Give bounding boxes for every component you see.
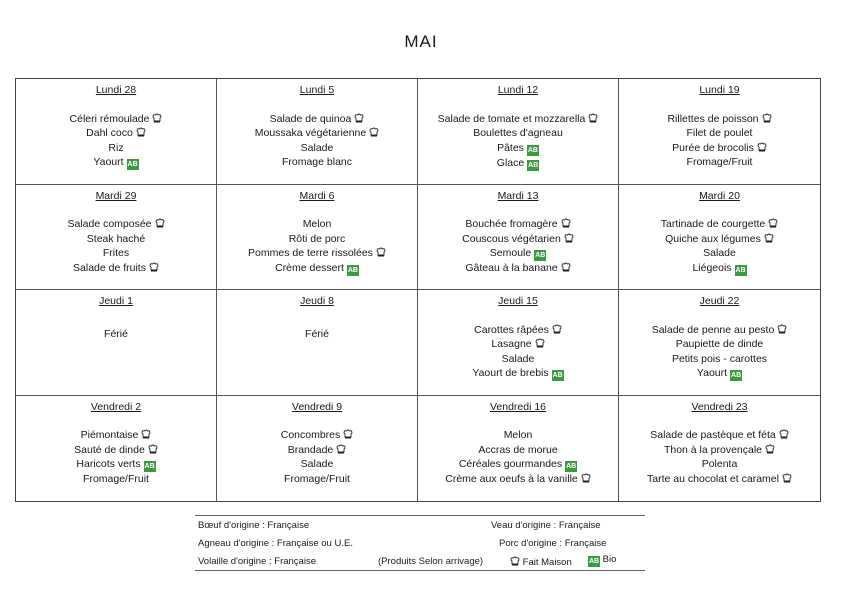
- day-label: Mardi 13: [497, 189, 539, 202]
- dish-name: Gâteau à la banane: [465, 262, 558, 274]
- dish-name: Salade: [501, 352, 535, 365]
- dish-item: [217, 112, 417, 127]
- dish-name: Melon: [302, 218, 332, 230]
- chef-hat-icon: [535, 338, 545, 348]
- dish-name: Bouchée fromagère: [465, 218, 558, 230]
- day-label: Lundi 12: [497, 84, 539, 96]
- dish-item: [619, 352, 820, 367]
- ab-bio-logo: AB: [566, 463, 577, 470]
- dish-item: [16, 261, 216, 276]
- dish-name: Brandade: [287, 443, 334, 456]
- menu-grid: [15, 78, 821, 502]
- day-cell: [418, 79, 619, 185]
- dish-item: [16, 472, 216, 487]
- holiday-label: Férié: [104, 327, 128, 340]
- dish-item: [418, 443, 618, 458]
- chef-hat-icon: [354, 113, 364, 123]
- day-label: Vendredi 16: [489, 400, 547, 413]
- dish-item: [418, 126, 618, 141]
- chef-hat-icon: [757, 142, 767, 152]
- dish-name: Rôti de porc: [288, 232, 346, 245]
- day-label: Mardi 29: [95, 189, 137, 202]
- legend-porc: Porc d'origine : Française: [499, 538, 607, 549]
- dish-item: [16, 126, 216, 141]
- day-label: Vendredi 2: [90, 400, 142, 413]
- day-label: Jeudi 22: [699, 295, 740, 307]
- dish-name: Yaourt: [696, 367, 728, 379]
- chef-hat-icon: [343, 429, 353, 439]
- chef-hat-icon: [336, 444, 346, 454]
- day-cell: [217, 185, 418, 291]
- dish-name: Piémontaise: [80, 429, 139, 441]
- dish-item: [619, 155, 820, 170]
- dish-name: Céréales gourmandes: [458, 458, 563, 470]
- dish-item: [619, 457, 820, 472]
- dish-name: Tartinade de courgette: [660, 218, 766, 230]
- dish-name: Fromage/Fruit: [83, 473, 149, 485]
- dish-name: Salade de tomate et mozzarella: [437, 112, 586, 125]
- dish-name: Liégeois: [692, 261, 732, 274]
- dish-name: Crème dessert: [275, 261, 344, 274]
- day-cell: [16, 185, 217, 291]
- ab-bio-logo: AB: [347, 266, 358, 274]
- dish-name: Crème aux oeufs à la vanille: [445, 473, 578, 485]
- dish-name: Polenta: [701, 458, 738, 470]
- dish-name: Thon à la provençale: [663, 443, 763, 456]
- dish-item: [217, 246, 417, 261]
- dish-name: Pommes de terre rissolées: [248, 247, 373, 259]
- dish-item: [619, 246, 820, 261]
- ab-bio-logo: AB: [552, 372, 563, 379]
- dish-name: Boulettes d'agneau: [473, 127, 563, 139]
- day-label: Jeudi 1: [99, 295, 133, 307]
- chef-hat-icon: [561, 262, 571, 272]
- dish-item: [418, 337, 618, 352]
- dish-item: [217, 126, 417, 141]
- day-label: Mardi 6: [299, 189, 335, 202]
- day-cell: [619, 290, 820, 396]
- dish-item: [418, 457, 618, 472]
- day-label: Mardi 20: [699, 189, 740, 202]
- dish-name: Céleri rémoulade: [69, 112, 150, 125]
- dish-item: [418, 217, 618, 232]
- dish-name: Riz: [108, 141, 124, 154]
- dish-name: Purée de brocolis: [672, 141, 754, 154]
- dish-item: [418, 428, 618, 443]
- dish-item: [619, 337, 820, 352]
- dish-name: Salade composée: [67, 218, 152, 230]
- chef-hat-icon: [581, 473, 591, 483]
- dish-name: Melon: [503, 429, 533, 441]
- dish-item: [619, 472, 820, 487]
- dish-item: [619, 112, 820, 127]
- dish-name: Yaourt: [93, 156, 124, 168]
- dish-name: Salade de penne au pesto: [651, 323, 775, 336]
- dish-name: Filet de poulet: [686, 127, 753, 139]
- day-cell: [16, 79, 217, 185]
- dish-item: [418, 261, 618, 276]
- dish-name: Salade: [300, 458, 334, 470]
- dish-item: [418, 246, 618, 261]
- day-label: Vendredi 23: [691, 400, 748, 413]
- day-cell: [619, 79, 820, 185]
- dish-item: [619, 261, 820, 276]
- dish-item: [619, 141, 820, 156]
- day-cell: [217, 396, 418, 502]
- dish-name: Yaourt de brebis: [472, 367, 549, 379]
- legend-agneau: Agneau d'origine : Française ou U.E.: [198, 538, 353, 549]
- dish-name: Sauté de dinde: [74, 443, 145, 456]
- dish-item: [619, 126, 820, 141]
- dish-name: Frites: [102, 247, 130, 259]
- dish-item: [418, 323, 618, 338]
- chef-hat-icon: [777, 324, 787, 334]
- ab-bio-logo: AB: [144, 463, 155, 470]
- chef-hat-icon: [764, 233, 774, 243]
- dish-name: Pâtes: [497, 141, 524, 154]
- legend-volaille: Volaille d'origine : Française: [198, 556, 316, 567]
- chef-hat-icon: [136, 127, 146, 137]
- day-cell: [418, 290, 619, 396]
- dish-item: [217, 232, 417, 247]
- dish-item: [418, 156, 618, 171]
- dish-item: [217, 155, 417, 170]
- dish-item: [16, 217, 216, 232]
- chef-hat-icon: [155, 218, 165, 228]
- dish-name: Rillettes de poisson: [667, 112, 759, 125]
- dish-item: [16, 112, 216, 127]
- ab-bio-logo: AB: [535, 252, 546, 259]
- dish-item: [418, 141, 618, 156]
- dish-name: Fromage blanc: [281, 156, 353, 168]
- legend-produits: (Produits Selon arrivage): [378, 556, 484, 567]
- dish-item: [16, 232, 216, 247]
- dish-name: Tarte au chocolat et caramel: [647, 472, 779, 485]
- dish-item: [217, 141, 417, 156]
- chef-hat-icon: [768, 218, 778, 228]
- dish-name: Moussaka végétarienne: [254, 127, 367, 139]
- legend-fait-maison: [507, 556, 572, 568]
- dish-item: [619, 232, 820, 247]
- dish-name: Fromage/Fruit: [686, 156, 753, 168]
- ab-bio-logo: AB: [735, 266, 746, 274]
- dish-item: [619, 428, 820, 443]
- chef-hat-icon: [779, 429, 789, 439]
- ab-bio-logo: AB: [588, 558, 600, 565]
- legend-bio-label: Bio: [602, 554, 617, 565]
- ab-bio-logo: AB: [528, 161, 539, 169]
- dish-name: Haricots verts: [76, 458, 141, 470]
- chef-hat-icon: [561, 218, 571, 228]
- chef-hat-icon: [564, 233, 574, 243]
- chef-hat-icon: [148, 444, 158, 454]
- dish-item: [217, 457, 417, 472]
- day-label: Lundi 28: [95, 84, 137, 96]
- page-title: MAI: [404, 32, 438, 51]
- chef-hat-icon: [141, 429, 151, 439]
- chef-hat-icon: [762, 113, 772, 123]
- dish-item: [217, 261, 417, 276]
- day-label: Lundi 19: [699, 84, 740, 96]
- dish-name: Accras de morue: [478, 443, 558, 456]
- dish-name: Salade: [300, 141, 334, 154]
- day-cell: [16, 396, 217, 502]
- dish-item: [217, 472, 417, 487]
- day-cell: [217, 290, 418, 396]
- legend-veau: Veau d'origine : Française: [491, 520, 601, 531]
- dish-name: Salade de pastèque et féta: [650, 429, 776, 441]
- chef-hat-icon: [376, 247, 386, 257]
- day-label: Jeudi 8: [300, 295, 334, 307]
- chef-hat-icon: [369, 127, 379, 137]
- day-cell: [619, 185, 820, 291]
- chef-hat-icon: [588, 113, 598, 123]
- dish-item: [217, 428, 417, 443]
- dish-name: Steak haché: [86, 232, 146, 245]
- dish-item: [16, 457, 216, 472]
- day-cell: [619, 396, 820, 502]
- chef-hat-icon: [552, 324, 562, 334]
- dish-name: Fromage/Fruit: [284, 472, 350, 485]
- day-cell: [16, 290, 217, 396]
- dish-name: Glace: [496, 156, 525, 169]
- dish-item: [16, 155, 216, 170]
- dish-item: [16, 141, 216, 156]
- legend-fait-maison-label: Fait Maison: [522, 557, 572, 568]
- dish-name: Concombres: [280, 429, 341, 441]
- dish-name: Semoule: [489, 247, 532, 259]
- ab-bio-logo: AB: [127, 161, 138, 168]
- chef-hat-icon: [152, 113, 162, 123]
- dish-item: [619, 443, 820, 458]
- dish-item: [418, 232, 618, 247]
- dish-name: Salade: [703, 247, 736, 259]
- legend-bio: [585, 554, 616, 567]
- dish-name: Lasagne: [491, 338, 532, 350]
- dish-name: Petits pois - carottes: [671, 352, 768, 365]
- legend: [195, 515, 645, 571]
- dish-item: [418, 472, 618, 487]
- day-cell: [217, 79, 418, 185]
- day-label: Jeudi 15: [498, 295, 538, 307]
- dish-item: [16, 428, 216, 443]
- dish-item: [418, 366, 618, 381]
- chef-hat-icon: [510, 556, 520, 566]
- ab-bio-logo: AB: [731, 372, 742, 379]
- dish-name: Carottes râpées: [474, 323, 549, 336]
- dish-item: [418, 112, 618, 127]
- chef-hat-icon: [765, 444, 775, 454]
- dish-name: Quiche aux légumes: [665, 232, 761, 245]
- chef-hat-icon: [149, 262, 159, 272]
- dish-item: [418, 352, 618, 367]
- dish-item: [16, 443, 216, 458]
- day-cell: [418, 396, 619, 502]
- legend-boeuf: Bœuf d'origine : Française: [198, 520, 310, 531]
- ab-bio-logo: AB: [527, 146, 538, 154]
- dish-name: Salade de fruits: [73, 261, 146, 274]
- dish-name: Salade de quinoa: [269, 112, 352, 125]
- day-cell: [418, 185, 619, 291]
- day-label: Lundi 5: [299, 84, 335, 96]
- dish-name: Dahl coco: [86, 127, 133, 139]
- holiday-label: Férié: [305, 327, 329, 340]
- dish-item: [217, 217, 417, 232]
- dish-item: [619, 366, 820, 381]
- dish-item: [619, 217, 820, 232]
- dish-name: Couscous végétarien: [462, 232, 561, 245]
- dish-name: Paupiette de dinde: [675, 338, 764, 350]
- day-label: Vendredi 9: [291, 400, 343, 413]
- dish-item: [16, 246, 216, 261]
- chef-hat-icon: [782, 473, 792, 483]
- dish-item: [217, 443, 417, 458]
- dish-item: [619, 323, 820, 338]
